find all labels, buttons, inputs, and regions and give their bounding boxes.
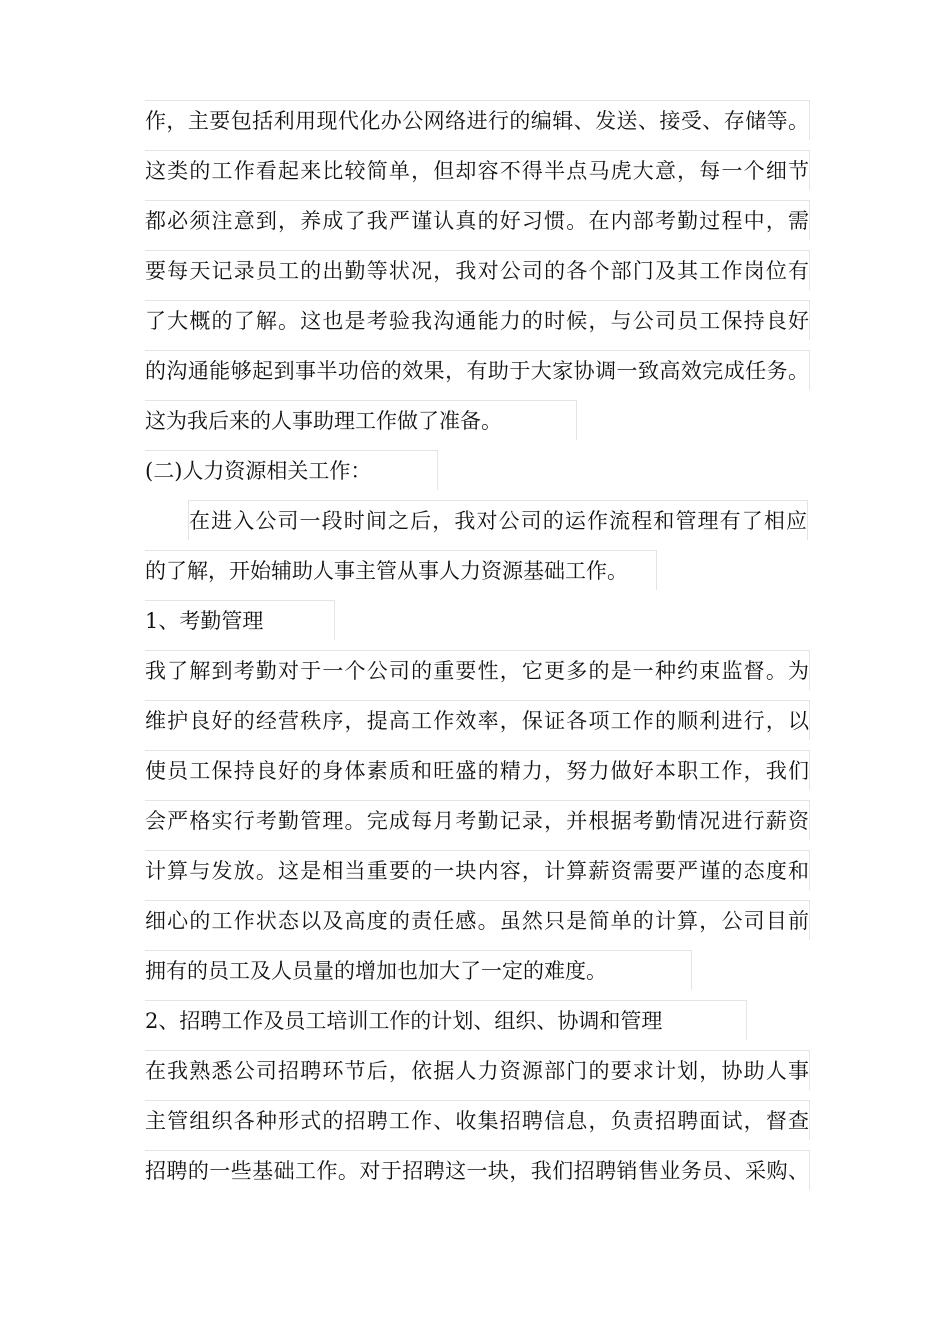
subsection-heading: 1、考勤管理 [145,600,335,640]
text-line: 会严格实行考勤管理。完成每月考勤记录，并根据考勤情况进行薪资 [145,800,810,840]
text-line: 这为我后来的人事助理工作做了准备。 [145,400,577,440]
text-line: 使员工保持良好的身体素质和旺盛的精力，努力做好本职工作，我们 [145,750,810,790]
paragraph-first-line: 在进入公司一段时间之后，我对公司的运作流程和管理有了相应 [188,500,808,540]
text-line: 要每天记录员工的出勤等状况，我对公司的各个部门及其工作岗位有 [145,250,810,290]
text-line: 了大概的了解。这也是考验我沟通能力的时候，与公司员工保持良好 [145,300,810,340]
text-line: 的了解，开始辅助人事主管从事人力资源基础工作。 [145,550,657,590]
text-line: 这类的工作看起来比较简单，但却容不得半点马虎大意，每一个细节 [145,150,810,190]
text-line: 细心的工作状态以及高度的责任感。虽然只是简单的计算，公司目前 [145,900,810,940]
text-line: 拥有的员工及人员量的增加也加大了一定的难度。 [145,950,692,990]
text-line: 的沟通能够起到事半功倍的效果，有助于大家协调一致高效完成任务。 [145,350,810,390]
section-heading: (二)人力资源相关工作： [145,450,438,490]
text-line: 作，主要包括利用现代化办公网络进行的编辑、发送、接受、存储等。 [145,100,810,140]
subsection-heading: 2、招聘工作及员工培训工作的计划、组织、协调和管理 [145,1000,747,1040]
text-line: 在我熟悉公司招聘环节后，依据人力资源部门的要求计划，协助人事 [145,1050,810,1090]
text-line: 招聘的一些基础工作。对于招聘这一块，我们招聘销售业务员、采购、 [145,1150,810,1190]
text-line: 主管组织各种形式的招聘工作、收集招聘信息，负责招聘面试，督查 [145,1100,810,1140]
text-line: 都必须注意到，养成了我严谨认真的好习惯。在内部考勤过程中，需 [145,200,810,240]
text-line: 我了解到考勤对于一个公司的重要性，它更多的是一种约束监督。为 [145,650,810,690]
text-line: 维护良好的经营秩序，提高工作效率，保证各项工作的顺利进行，以 [145,700,810,740]
text-line: 计算与发放。这是相当重要的一块内容，计算薪资需要严谨的态度和 [145,850,810,890]
